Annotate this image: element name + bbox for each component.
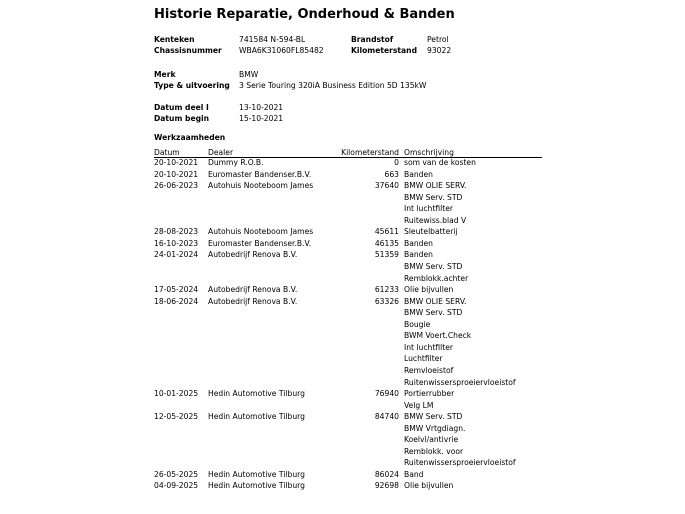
table-row	[0, 158, 685, 168]
table-row	[0, 458, 685, 468]
row-kilometerstand: 84740	[374, 412, 399, 422]
column-header-dealer: Dealer	[208, 148, 234, 157]
table-row	[0, 447, 685, 457]
row-dealer: Euromaster Bandenser.B.V.	[208, 238, 312, 248]
table-row	[0, 285, 685, 295]
row-omschrijving: BWM Voert.Check	[404, 331, 472, 341]
kenteken-label: Kenteken	[154, 35, 195, 44]
row-omschrijving: Remvloeistof	[404, 365, 454, 375]
table-row	[0, 401, 685, 411]
section-title: Werkzaamheden	[154, 133, 226, 142]
table-row	[0, 354, 685, 364]
row-omschrijving: Ruitenwissersproeiervloeistof	[404, 458, 516, 468]
row-omschrijving: Int luchtfilter	[404, 342, 453, 352]
row-date: 26-06-2023	[154, 181, 199, 191]
row-kilometerstand: 51359	[374, 250, 399, 260]
chassisnummer-value: WBA6K31060FL85482	[239, 46, 324, 55]
row-dealer: Autobedrijf Renova B.V.	[208, 250, 298, 260]
row-date: 26-05-2025	[154, 469, 199, 479]
row-omschrijving: Olie bijvullen	[404, 285, 454, 295]
datum-begin-label: Datum begin	[154, 114, 210, 123]
row-kilometerstand: 663	[384, 169, 399, 179]
table-row	[0, 308, 685, 318]
datum-deel-label: Datum deel I	[154, 103, 209, 112]
table-row	[0, 470, 685, 480]
row-omschrijving: Velg LM	[404, 400, 434, 410]
table-row	[0, 297, 685, 307]
row-date: 24-01-2024	[154, 250, 199, 260]
row-dealer: Hedin Automotive Tilburg	[208, 389, 305, 398]
type-value: 3 Serie Touring 320iA Business Edition 5D 135kW	[239, 81, 427, 90]
table-row	[0, 412, 685, 422]
chassisnummer-label: Chassisnummer	[154, 46, 222, 55]
table-row	[0, 216, 685, 226]
row-date: 12-05-2025	[154, 412, 199, 422]
row-omschrijving: Banden	[404, 250, 433, 260]
row-kilometerstand: 61233	[374, 285, 399, 295]
row-dealer: Autobedrijf Renova B.V.	[208, 285, 298, 295]
row-omschrijving: BMW Serv. STD	[404, 261, 463, 271]
brandstof-value: Petrol	[427, 35, 449, 44]
type-label: Type & uitvoering	[154, 81, 230, 90]
row-omschrijving: Remblokk.achter	[404, 273, 469, 283]
row-date: 17-05-2024	[154, 285, 199, 295]
kenteken-value: 741584 N-594-BL	[239, 35, 306, 44]
row-date: 28-08-2023	[154, 227, 199, 237]
row-omschrijving: Portierrubber	[404, 389, 455, 398]
row-omschrijving: BMW OLIE SERV.	[404, 181, 467, 191]
row-dealer: Hedin Automotive Tilburg	[208, 412, 305, 422]
row-omschrijving: Sleutelbatterij	[404, 227, 458, 237]
table-row	[0, 331, 685, 341]
row-date: 04-09-2025	[154, 481, 199, 491]
row-dealer: Autohuis Nooteboom James	[208, 181, 314, 191]
table-row	[0, 227, 685, 237]
table-row	[0, 424, 685, 434]
row-omschrijving: BMW OLIE SERV.	[404, 296, 467, 306]
row-kilometerstand: 45611	[374, 227, 399, 237]
row-dealer: Dummy R.O.B.	[208, 158, 264, 167]
table-row	[0, 250, 685, 260]
row-kilometerstand: 86024	[374, 469, 399, 479]
row-omschrijving: Bougie	[404, 319, 431, 329]
row-omschrijving: BMW Vrtgdiagn.	[404, 423, 466, 433]
column-header-desc: Omschrijving	[404, 148, 454, 157]
brandstof-label: Brandstof	[351, 35, 394, 44]
row-kilometerstand: 46135	[374, 238, 399, 248]
row-omschrijving: Remblokk. voor	[404, 446, 464, 456]
table-row	[0, 435, 685, 445]
table-row	[0, 262, 685, 272]
row-omschrijving: Koelvl/antivrie	[404, 435, 459, 445]
datum-begin-value: 15-10-2021	[239, 114, 284, 123]
row-date: 10-01-2025	[154, 389, 199, 398]
row-dealer: Hedin Automotive Tilburg	[208, 481, 305, 491]
merk-value: BMW	[239, 70, 259, 79]
table-row	[0, 320, 685, 330]
row-date: 20-10-2021	[154, 169, 199, 179]
row-kilometerstand: 63326	[374, 296, 399, 306]
row-dealer: Hedin Automotive Tilburg	[208, 469, 305, 479]
row-dealer: Autobedrijf Renova B.V.	[208, 296, 298, 306]
kilometerstand-value: 93022	[427, 46, 452, 55]
row-date: 16-10-2023	[154, 238, 199, 248]
table-row	[0, 274, 685, 284]
row-omschrijving: som van de kosten	[404, 158, 476, 167]
row-omschrijving: Luchtfilter	[404, 354, 443, 364]
table-row	[0, 170, 685, 180]
table-row	[0, 181, 685, 191]
table-row	[0, 343, 685, 353]
row-dealer: Autohuis Nooteboom James	[208, 227, 314, 237]
row-omschrijving: Banden	[404, 169, 433, 179]
datum-deel-value: 13-10-2021	[239, 103, 284, 112]
row-omschrijving: BMW Serv. STD	[404, 192, 463, 202]
table-row	[0, 204, 685, 214]
row-omschrijving: Ruitenwissersproeiervloeistof	[404, 377, 516, 387]
kilometerstand-label: Kilometerstand	[351, 46, 418, 55]
column-header-km: Kilometerstand	[341, 148, 399, 157]
row-date: 18-06-2024	[154, 296, 199, 306]
page-title: Historie Reparatie, Onderhoud & Banden	[154, 7, 455, 22]
row-dealer: Euromaster Bandenser.B.V.	[208, 169, 312, 179]
row-kilometerstand: 76940	[374, 389, 399, 398]
table-row	[0, 389, 685, 399]
merk-label: Merk	[154, 70, 176, 79]
row-kilometerstand: 37640	[374, 181, 399, 191]
row-omschrijving: Olie bijvullen	[404, 481, 454, 491]
row-date: 20-10-2021	[154, 158, 199, 167]
row-omschrijving: BMW Serv. STD	[404, 412, 463, 422]
row-omschrijving: Ruitewiss.blad V	[404, 215, 467, 225]
row-omschrijving: Banden	[404, 238, 433, 248]
row-omschrijving: Band	[404, 469, 424, 479]
row-kilometerstand: 92698	[374, 481, 399, 491]
table-row	[0, 193, 685, 203]
row-kilometerstand: 0	[394, 158, 399, 167]
table-row	[0, 239, 685, 249]
column-header-date: Datum	[154, 148, 180, 157]
row-omschrijving: Int luchtfilter	[404, 204, 453, 214]
table-row	[0, 378, 685, 388]
table-row	[0, 481, 685, 491]
row-omschrijving: BMW Serv. STD	[404, 308, 463, 318]
table-row	[0, 366, 685, 376]
